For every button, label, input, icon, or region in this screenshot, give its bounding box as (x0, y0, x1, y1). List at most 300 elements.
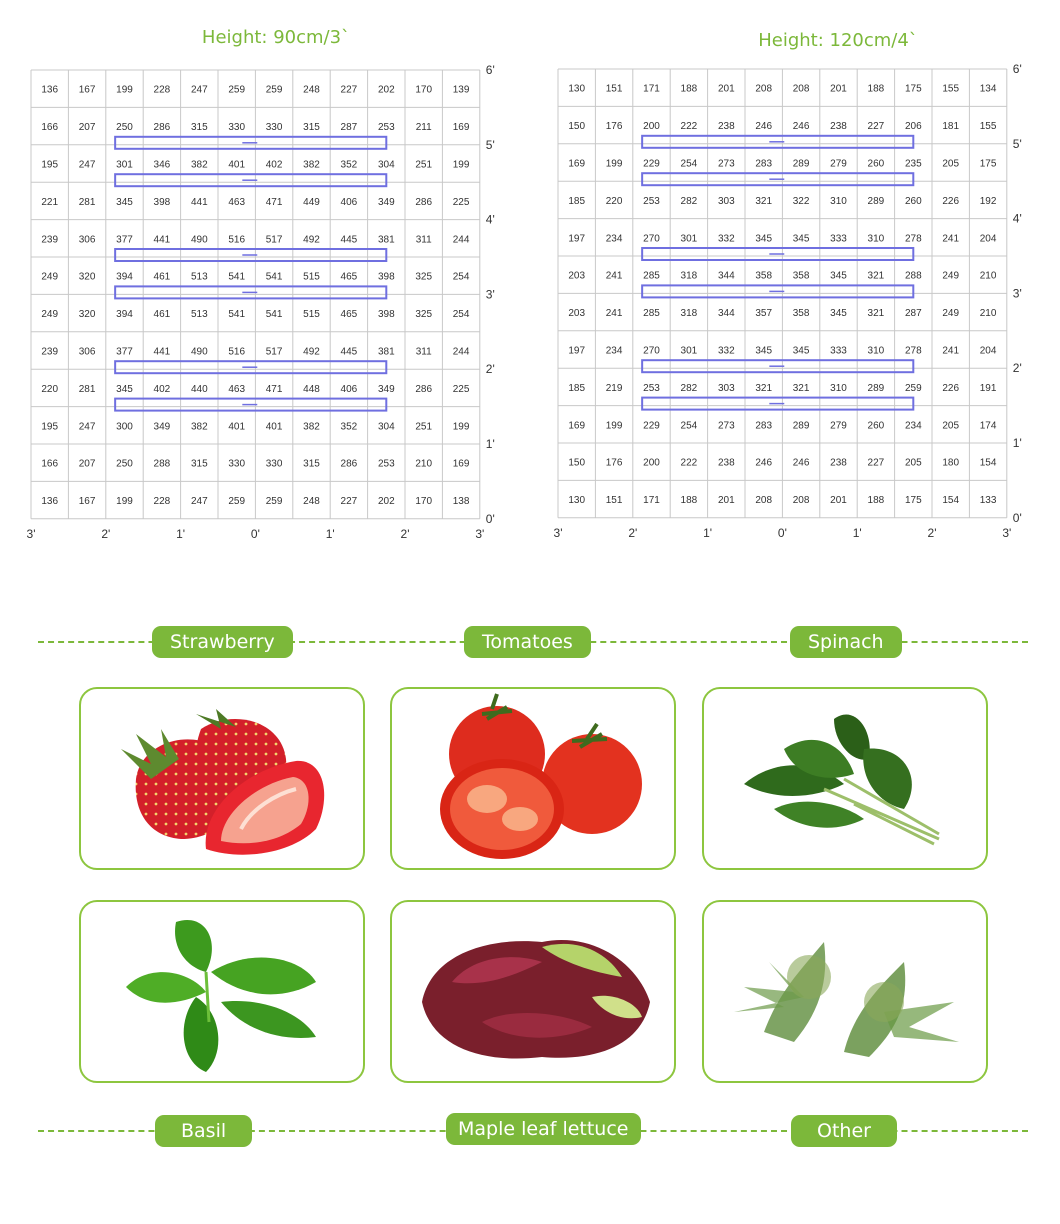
ppfd-value: 445 (340, 346, 358, 358)
ppfd-value: 401 (265, 421, 283, 433)
ppfd-value: 238 (830, 457, 847, 469)
ppfd-value: 279 (830, 420, 847, 432)
ppfd-value: 320 (78, 309, 96, 321)
ppfd-value: 382 (190, 421, 208, 433)
ppfd-value: 406 (340, 196, 358, 208)
ppfd-value: 253 (643, 382, 660, 394)
ppfd-value: 349 (153, 421, 171, 433)
label-tomatoes: Tomatoes (464, 626, 591, 658)
ppfd-value: 170 (415, 496, 433, 508)
ppfd-value: 381 (377, 234, 395, 246)
basil-icon (81, 902, 363, 1081)
ppfd-value: 281 (78, 196, 96, 208)
ppfd-value: 241 (942, 233, 960, 245)
y-tick-label: 1' (1012, 436, 1022, 450)
ppfd-value: 516 (228, 234, 246, 246)
ppfd-value: 221 (41, 196, 59, 208)
y-tick-label: 4' (1012, 211, 1022, 226)
ppfd-value: 349 (377, 383, 395, 395)
ppfd-value: 260 (904, 195, 922, 207)
ppfd-value: 227 (867, 121, 885, 133)
ppfd-value: 228 (153, 84, 171, 96)
ppfd-value: 247 (78, 159, 96, 171)
ppfd-value: 471 (265, 383, 283, 395)
ppfd-value: 516 (228, 346, 246, 358)
ppfd-value: 185 (568, 195, 586, 207)
ppfd-value: 203 (568, 308, 586, 320)
y-tick-label: 0' (1012, 510, 1022, 525)
ppfd-value: 402 (265, 159, 283, 171)
label-strawberry: Strawberry (152, 626, 293, 658)
ppfd-value: 220 (605, 195, 623, 207)
ppfd-value: 254 (680, 420, 698, 432)
ppfd-value: 136 (41, 496, 59, 508)
ppfd-value: 235 (904, 158, 922, 170)
ppfd-value: 151 (605, 83, 623, 95)
ppfd-value: 465 (340, 309, 358, 321)
y-tick-label: 3' (1012, 286, 1022, 301)
ppfd-value: 330 (228, 458, 246, 470)
ppfd-value: 191 (979, 382, 997, 394)
ppfd-value: 244 (452, 234, 470, 246)
ppfd-value: 461 (153, 309, 171, 321)
ppfd-value: 345 (116, 383, 133, 395)
ppfd-value: 441 (190, 196, 208, 208)
ppfd-value: 199 (116, 496, 133, 508)
ppfd-value: 175 (979, 158, 997, 170)
x-tick-label: 2' (628, 525, 638, 540)
ppfd-value: 311 (415, 346, 432, 358)
ppfd-value: 515 (303, 271, 320, 283)
ppfd-value: 344 (717, 270, 735, 282)
ppfd-value: 200 (643, 457, 660, 469)
ppfd-value: 492 (303, 346, 320, 358)
y-tick-label: 5' (485, 137, 495, 152)
ppfd-value: 541 (228, 271, 246, 283)
ppfd-value: 471 (265, 196, 283, 208)
ppfd-value: 315 (303, 122, 320, 134)
ppfd-value: 169 (452, 122, 470, 134)
card-lettuce (390, 900, 676, 1083)
card-tomatoes (390, 687, 676, 870)
x-tick-label: 3' (26, 526, 36, 541)
ppfd-value: 259 (228, 496, 246, 508)
ppfd-value: 130 (568, 83, 586, 95)
ppfd-value: 133 (979, 495, 997, 507)
x-tick-label: 2' (927, 525, 937, 540)
ppfd-value: 321 (755, 382, 773, 394)
ppfd-value: 286 (415, 383, 433, 395)
ppfd-value: 401 (228, 159, 246, 171)
ppfd-value: 282 (680, 195, 698, 207)
x-tick-label: 0' (777, 525, 787, 540)
ppfd-value: 490 (190, 234, 208, 246)
ppfd-value: 246 (792, 457, 810, 469)
ppfd-value: 440 (190, 383, 208, 395)
chart-title-120cm: Height: 120cm/4` (758, 30, 918, 51)
ppfd-value: 174 (979, 420, 997, 432)
ppfd-value: 222 (680, 457, 698, 469)
ppfd-value: 344 (717, 308, 735, 320)
ppfd-value: 318 (680, 308, 698, 320)
ppfd-value: 247 (190, 84, 208, 96)
ppfd-value: 169 (452, 458, 470, 470)
ppfd-value: 234 (605, 233, 623, 245)
ppfd-value: 150 (568, 121, 586, 133)
ppfd-value: 238 (717, 121, 735, 133)
ppfd-value: 310 (867, 233, 885, 245)
ppfd-value: 247 (78, 421, 96, 433)
ppfd-value: 320 (78, 271, 96, 283)
ppfd-value: 330 (265, 122, 283, 134)
ppfd-value: 249 (41, 271, 59, 283)
ppfd-value: 254 (680, 158, 698, 170)
strawberry-icon (81, 689, 363, 868)
ppfd-value: 345 (116, 196, 133, 208)
ppfd-value: 406 (340, 383, 358, 395)
ppfd-value: 234 (605, 345, 623, 357)
ppfd-value: 332 (717, 345, 735, 357)
y-tick-label: 4' (485, 212, 495, 227)
ppfd-value: 251 (415, 421, 433, 433)
label-basil: Basil (155, 1115, 252, 1147)
ppfd-value: 229 (643, 420, 660, 432)
ppfd-value: 352 (340, 159, 358, 171)
ppfd-value: 169 (568, 158, 586, 170)
ppfd-value: 278 (904, 345, 922, 357)
ppfd-value: 181 (942, 121, 960, 133)
ppfd-value: 333 (830, 345, 847, 357)
ppfd-value: 210 (979, 308, 997, 320)
ppfd-value: 289 (792, 158, 810, 170)
ppfd-value: 210 (979, 270, 997, 282)
ppfd-value: 211 (415, 122, 432, 134)
ppfd-value: 226 (942, 195, 960, 207)
ppfd-value: 176 (605, 121, 623, 133)
ppfd-value: 321 (755, 195, 773, 207)
ppfd-value: 310 (830, 195, 847, 207)
ppfd-value: 169 (568, 420, 586, 432)
ppfd-value: 402 (153, 383, 171, 395)
ppfd-value: 304 (377, 159, 395, 171)
ppfd-value: 517 (265, 234, 283, 246)
ppfd-value: 441 (153, 234, 171, 246)
ppfd-value: 195 (41, 421, 59, 433)
x-tick-label: 1' (325, 526, 335, 541)
ppfd-value: 321 (867, 270, 885, 282)
ppfd-value: 254 (452, 271, 470, 283)
ppfd-value: 228 (153, 496, 171, 508)
ppfd-value: 201 (830, 83, 847, 95)
ppfd-value: 270 (643, 345, 660, 357)
ppfd-value: 227 (340, 496, 358, 508)
ppfd-value: 287 (340, 122, 358, 134)
label-spinach: Spinach (790, 626, 902, 658)
ppfd-value: 325 (415, 271, 433, 283)
ppfd-value: 203 (568, 270, 586, 282)
ppfd-value: 226 (942, 382, 960, 394)
ppfd-value: 188 (867, 495, 885, 507)
ppfd-value: 358 (792, 308, 810, 320)
ppfd-value: 253 (377, 458, 395, 470)
ppfd-value: 206 (904, 121, 922, 133)
ppfd-value: 345 (755, 233, 773, 245)
ppfd-value: 253 (643, 195, 660, 207)
y-tick-label: 1' (485, 437, 495, 451)
ppfd-value: 204 (979, 233, 997, 245)
card-strawberry (79, 687, 365, 870)
ppfd-value: 401 (228, 421, 246, 433)
ppfd-value: 463 (228, 383, 246, 395)
card-basil (79, 900, 365, 1083)
ppfd-value: 492 (303, 234, 320, 246)
ppfd-value: 304 (377, 421, 395, 433)
ppfd-value: 315 (190, 122, 208, 134)
ppfd-value: 377 (116, 234, 133, 246)
ppfd-value: 301 (680, 345, 698, 357)
ppfd-value: 382 (303, 159, 320, 171)
ppfd-value: 330 (265, 458, 283, 470)
ppfd-value: 517 (265, 346, 283, 358)
ppfd-value: 260 (867, 158, 885, 170)
ppfd-value: 201 (830, 495, 847, 507)
ppfd-value: 208 (792, 83, 810, 95)
ppfd-value: 321 (867, 308, 885, 320)
ppfd-value: 490 (190, 346, 208, 358)
ppfd-value: 325 (415, 309, 433, 321)
ppfd-value: 541 (265, 309, 283, 321)
ppfd-value: 303 (717, 195, 735, 207)
label-other: Other (791, 1115, 897, 1147)
ppfd-value: 199 (452, 159, 470, 171)
x-tick-label: 3' (475, 526, 485, 541)
ppfd-value: 301 (680, 233, 698, 245)
ppfd-value: 246 (755, 121, 773, 133)
cannabis-icon (704, 902, 986, 1081)
ppfd-value: 201 (717, 83, 735, 95)
ppfd-value: 151 (605, 495, 623, 507)
ppfd-value: 352 (340, 421, 358, 433)
ppfd-value: 202 (377, 496, 395, 508)
ppfd-value: 289 (867, 195, 885, 207)
lettuce-icon (392, 902, 674, 1081)
ppfd-value: 219 (605, 382, 623, 394)
ppfd-value: 175 (904, 83, 922, 95)
ppfd-value: 300 (116, 421, 133, 433)
ppfd-value: 199 (605, 158, 623, 170)
ppfd-value: 222 (680, 121, 698, 133)
x-tick-label: 0' (250, 526, 260, 541)
ppfd-value: 241 (605, 270, 623, 282)
ppfd-value: 541 (228, 309, 246, 321)
ppfd-value: 288 (153, 458, 171, 470)
ppfd-value: 289 (792, 420, 810, 432)
ppfd-value: 150 (568, 457, 586, 469)
ppfd-value: 208 (755, 495, 773, 507)
ppfd-value: 332 (717, 233, 735, 245)
ppfd-value: 283 (755, 158, 773, 170)
ppfd-value: 175 (904, 495, 922, 507)
y-tick-label: 3' (485, 287, 495, 302)
ppfd-value: 249 (41, 309, 59, 321)
ppfd-value: 315 (190, 458, 208, 470)
ppfd-value: 185 (568, 382, 586, 394)
ppfd-value: 227 (340, 84, 358, 96)
ppfd-value: 287 (904, 308, 922, 320)
ppfd-value: 180 (942, 457, 960, 469)
ppfd-value: 249 (942, 270, 960, 282)
ppfd-value: 250 (116, 122, 133, 134)
ppfd-value: 195 (41, 159, 59, 171)
ppfd-value: 283 (755, 420, 773, 432)
ppfd-value: 251 (415, 159, 433, 171)
ppfd-value: 200 (643, 121, 660, 133)
ppfd-value: 220 (41, 383, 59, 395)
card-other (702, 900, 988, 1083)
ppfd-value: 247 (190, 496, 208, 508)
ppfd-value: 227 (867, 457, 885, 469)
ppfd-value: 513 (190, 309, 208, 321)
x-tick-label: 2' (101, 526, 111, 541)
card-spinach (702, 687, 988, 870)
ppfd-heatmap-120cm (0, 0, 1060, 560)
ppfd-value: 244 (452, 346, 470, 358)
ppfd-value: 155 (942, 83, 960, 95)
ppfd-value: 398 (377, 309, 395, 321)
x-tick-label: 2' (400, 526, 410, 541)
ppfd-value: 239 (41, 234, 59, 246)
ppfd-value: 136 (41, 84, 59, 96)
ppfd-value: 254 (452, 309, 470, 321)
ppfd-value: 288 (904, 270, 922, 282)
ppfd-value: 445 (340, 234, 358, 246)
ppfd-value: 289 (867, 382, 885, 394)
ppfd-value: 398 (153, 196, 171, 208)
ppfd-value: 463 (228, 196, 246, 208)
ppfd-value: 448 (303, 383, 320, 395)
ppfd-value: 171 (643, 83, 660, 95)
ppfd-value: 286 (153, 122, 171, 134)
ppfd-value: 398 (377, 271, 395, 283)
ppfd-value: 188 (680, 495, 698, 507)
ppfd-value: 260 (867, 420, 885, 432)
ppfd-value: 345 (755, 345, 773, 357)
ppfd-value: 192 (979, 195, 997, 207)
ppfd-value: 199 (116, 84, 133, 96)
ppfd-value: 381 (377, 346, 395, 358)
ppfd-value: 270 (643, 233, 660, 245)
ppfd-value: 394 (116, 309, 133, 321)
ppfd-value: 330 (228, 122, 246, 134)
ppfd-value: 167 (78, 84, 96, 96)
ppfd-value: 130 (568, 495, 586, 507)
y-tick-label: 0' (485, 511, 495, 526)
ppfd-value: 238 (717, 457, 735, 469)
ppfd-value: 154 (942, 495, 960, 507)
ppfd-value: 259 (228, 84, 246, 96)
ppfd-value: 357 (755, 308, 773, 320)
ppfd-value: 138 (452, 496, 470, 508)
ppfd-value: 282 (680, 382, 698, 394)
ppfd-value: 345 (830, 270, 847, 282)
ppfd-value: 205 (942, 158, 960, 170)
ppfd-value: 311 (415, 234, 432, 246)
ppfd-value: 239 (41, 346, 59, 358)
ppfd-value: 346 (153, 159, 171, 171)
ppfd-value: 249 (942, 308, 960, 320)
y-tick-label: 5' (1012, 136, 1022, 151)
ppfd-value: 279 (830, 158, 847, 170)
ppfd-value: 238 (830, 121, 847, 133)
ppfd-value: 253 (377, 122, 395, 134)
ppfd-value: 273 (717, 158, 735, 170)
ppfd-value: 197 (568, 233, 586, 245)
ppfd-value: 155 (979, 121, 997, 133)
ppfd-value: 345 (792, 345, 810, 357)
ppfd-value: 377 (116, 346, 133, 358)
y-tick-label: 2' (485, 362, 495, 377)
x-tick-label: 1' (176, 526, 186, 541)
y-tick-label: 2' (1012, 361, 1022, 376)
ppfd-value: 318 (680, 270, 698, 282)
ppfd-value: 171 (643, 495, 660, 507)
ppfd-value: 465 (340, 271, 358, 283)
ppfd-value: 273 (717, 420, 735, 432)
ppfd-value: 166 (41, 458, 59, 470)
y-tick-label: 6' (1012, 62, 1022, 76)
ppfd-value: 199 (452, 421, 470, 433)
ppfd-value: 322 (792, 195, 810, 207)
ppfd-value: 201 (717, 495, 735, 507)
ppfd-value: 310 (867, 345, 885, 357)
ppfd-value: 345 (792, 233, 810, 245)
ppfd-value: 205 (904, 457, 922, 469)
ppfd-value: 441 (153, 346, 171, 358)
ppfd-value: 333 (830, 233, 847, 245)
ppfd-value: 285 (643, 308, 660, 320)
ppfd-value: 321 (792, 382, 810, 394)
ppfd-value: 382 (303, 421, 320, 433)
ppfd-value: 515 (303, 309, 320, 321)
ppfd-value: 241 (605, 308, 623, 320)
ppfd-value: 310 (830, 382, 847, 394)
ppfd-value: 286 (340, 458, 358, 470)
ppfd-value: 278 (904, 233, 922, 245)
ppfd-value: 176 (605, 457, 623, 469)
ppfd-value: 207 (78, 122, 96, 134)
ppfd-value: 234 (904, 420, 922, 432)
ppfd-value: 225 (452, 196, 470, 208)
ppfd-value: 358 (755, 270, 773, 282)
ppfd-value: 204 (979, 345, 997, 357)
ppfd-value: 345 (830, 308, 847, 320)
ppfd-value: 207 (78, 458, 96, 470)
tomato-icon (392, 689, 674, 868)
ppfd-value: 461 (153, 271, 171, 283)
ppfd-value: 259 (904, 382, 922, 394)
x-tick-label: 1' (852, 525, 862, 540)
ppfd-value: 315 (303, 458, 320, 470)
ppfd-value: 202 (377, 84, 395, 96)
ppfd-value: 250 (116, 458, 133, 470)
ppfd-value: 205 (942, 420, 960, 432)
ppfd-value: 358 (792, 270, 810, 282)
ppfd-value: 188 (680, 83, 698, 95)
ppfd-value: 449 (303, 196, 320, 208)
ppfd-value: 285 (643, 270, 660, 282)
ppfd-value: 188 (867, 83, 885, 95)
ppfd-value: 241 (942, 345, 960, 357)
